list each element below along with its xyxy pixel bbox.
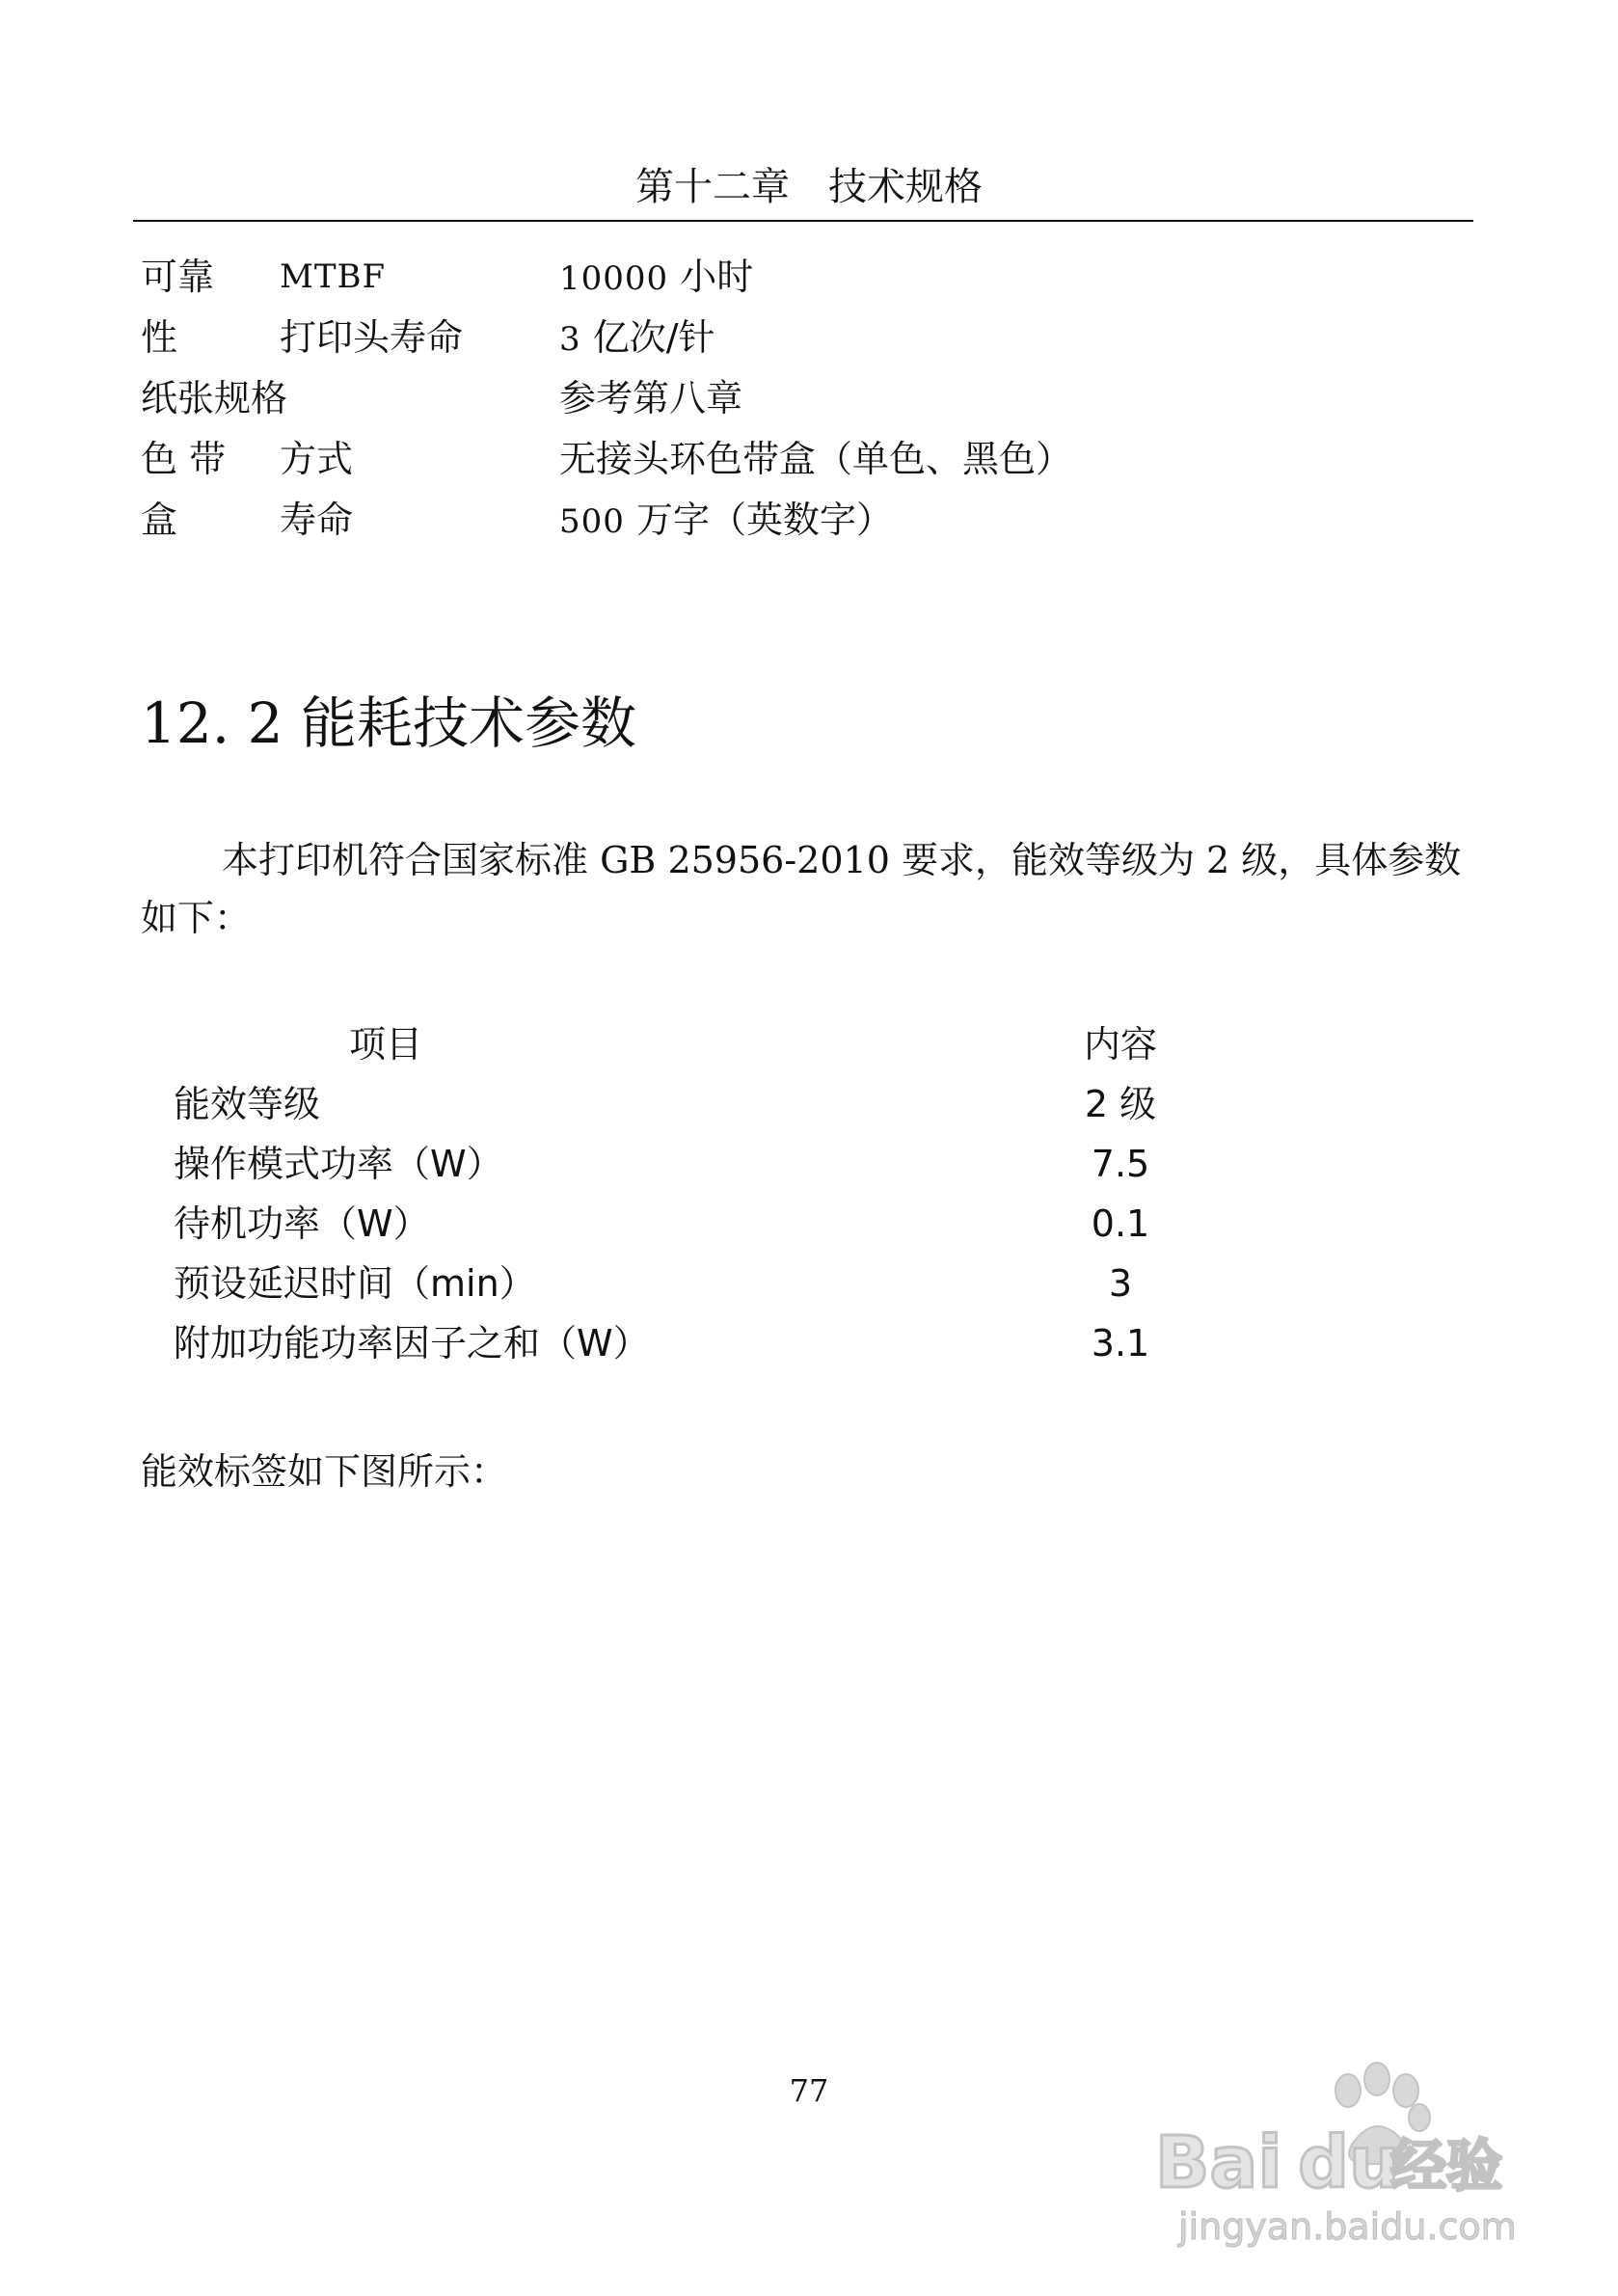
spec-category: 盒 xyxy=(141,499,178,541)
label-caption: 能效标签如下图所示： xyxy=(141,1450,508,1493)
row-item: 能效等级 xyxy=(174,1083,321,1125)
baidu-logo-text: Bai xyxy=(1155,2121,1282,2204)
chapter-header: 第十二章 技术规格 xyxy=(635,165,983,209)
baidu-jingyan-watermark xyxy=(1138,2054,1524,2256)
spec-row xyxy=(0,250,1618,304)
spec-item: 寿命 xyxy=(280,499,354,541)
spec-category: 性 xyxy=(141,316,178,359)
spec-row xyxy=(0,311,1618,365)
column-header-value: 内容 xyxy=(1083,1023,1157,1066)
spec-item: 方式 xyxy=(280,438,354,480)
page-number: 77 xyxy=(789,2072,829,2109)
column-header-item: 项目 xyxy=(348,1023,422,1066)
spec-row xyxy=(0,493,1618,547)
baidu-logo-text-du: du xyxy=(1298,2121,1400,2204)
spec-value: 10000 小时 xyxy=(559,256,754,298)
spec-row xyxy=(0,371,1618,425)
section-title: 12. 2 能耗技术参数 xyxy=(141,690,637,756)
table-row xyxy=(0,1134,1618,1194)
spec-item: 打印头寿命 xyxy=(280,316,464,359)
table-row xyxy=(0,1194,1618,1254)
table-header xyxy=(0,1014,1618,1074)
spec-category: 可靠 xyxy=(141,256,215,298)
intro-paragraph: 本打印机符合国家标准 GB 25956-2010 要求，能效等级为 2 级，具体参数如下： xyxy=(141,839,1462,939)
spec-category: 色 带 xyxy=(141,438,227,480)
table-row xyxy=(0,1254,1618,1313)
row-item: 操作模式功率（W） xyxy=(174,1143,503,1185)
row-value: 2 级 xyxy=(1084,1083,1157,1125)
spec-value: 无接头环色带盒（单色、黑色） xyxy=(559,438,1073,480)
row-item: 预设延迟时间（min） xyxy=(174,1262,536,1305)
header-divider xyxy=(133,220,1473,222)
spec-value: 3 亿次/针 xyxy=(559,316,715,359)
row-value: 0.1 xyxy=(1091,1202,1150,1245)
row-value: 7.5 xyxy=(1091,1143,1150,1185)
row-value: 3.1 xyxy=(1091,1322,1150,1364)
watermark-url: jingyan.baidu.com xyxy=(1178,2205,1517,2248)
row-value: 3 xyxy=(1108,1262,1133,1305)
spec-value: 参考第八章 xyxy=(559,377,743,419)
spec-category: 纸张规格 xyxy=(141,377,288,419)
spec-row xyxy=(0,432,1618,486)
table-row xyxy=(0,1074,1618,1134)
row-item: 附加功能功率因子之和（W） xyxy=(174,1322,650,1364)
spec-value: 500 万字（英数字） xyxy=(559,499,893,541)
row-item: 待机功率（W） xyxy=(174,1202,430,1245)
table-row xyxy=(0,1313,1618,1373)
spec-item: MTBF xyxy=(280,257,387,296)
jingyan-logo-text: 经验 xyxy=(1390,2133,1503,2199)
